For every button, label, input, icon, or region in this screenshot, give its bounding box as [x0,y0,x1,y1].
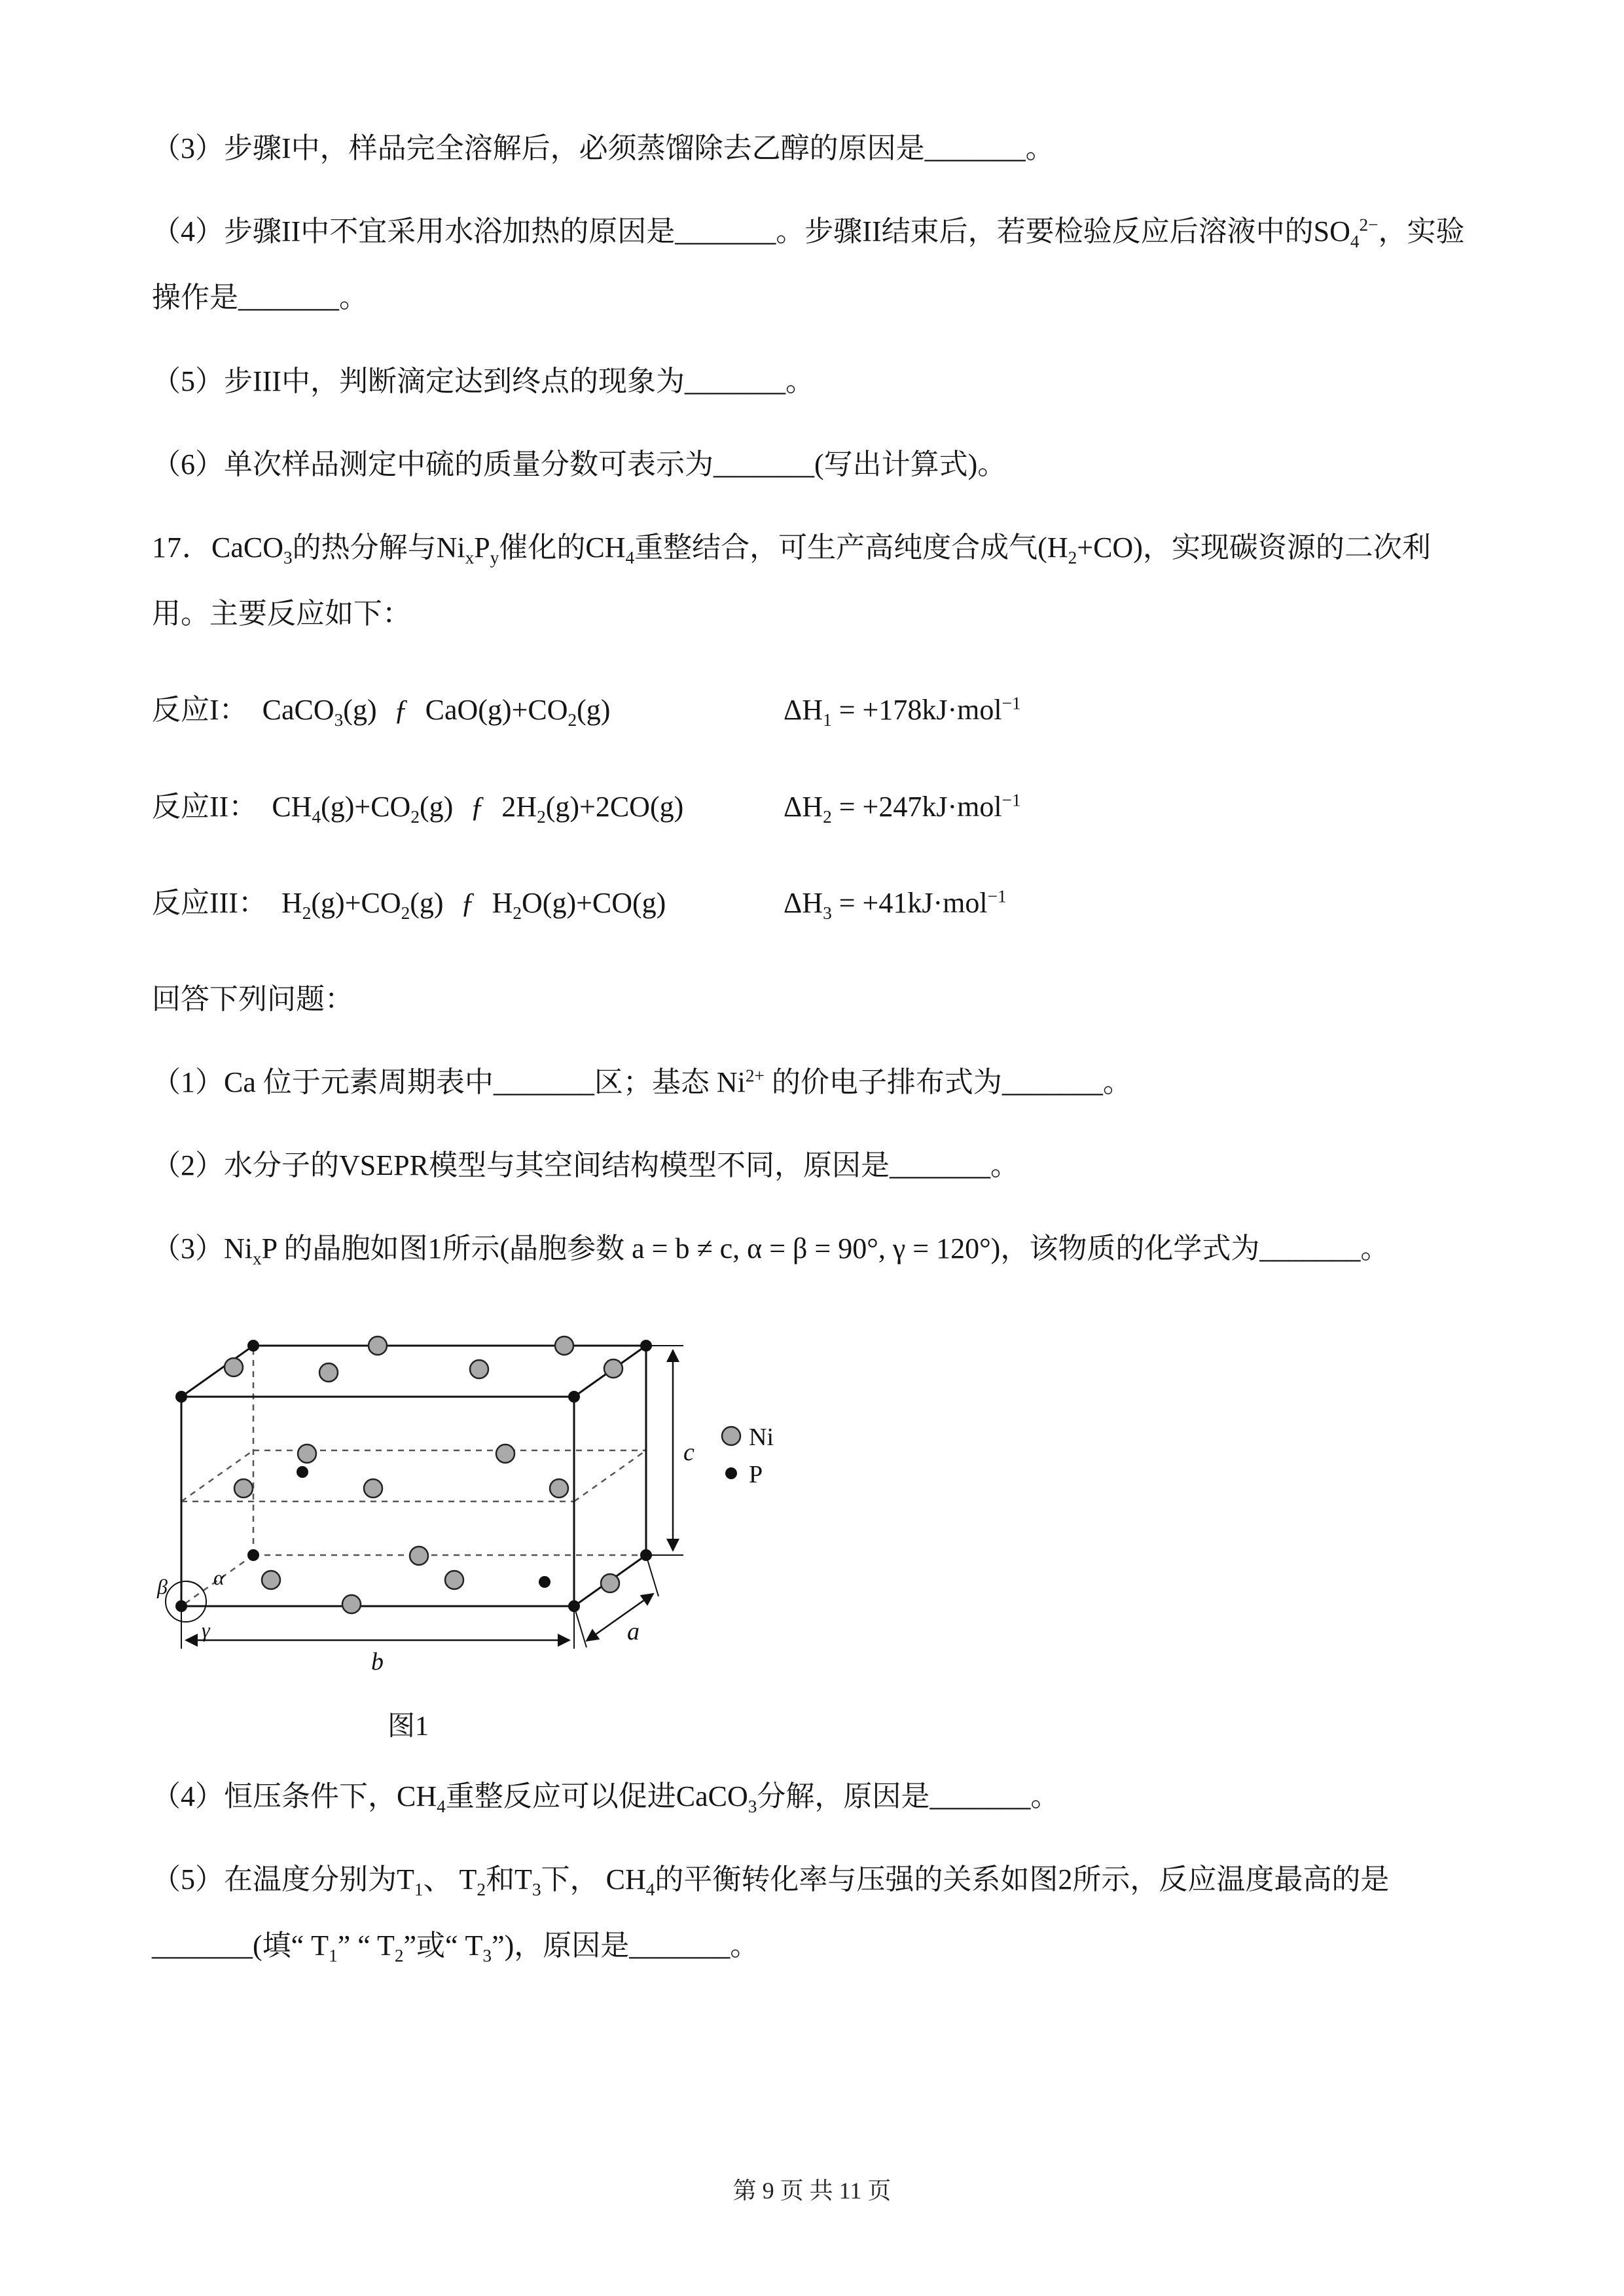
q17-prompt: 回答下列问题： [152,982,353,1015]
p-atom [568,1391,580,1403]
axis-label-b: b [371,1647,384,1676]
p-atom [247,1549,259,1561]
hidden-edges [181,1346,646,1606]
legend-ni-icon [722,1427,740,1445]
ni-atom [555,1336,573,1355]
reaction-row-3 [152,870,1477,936]
p-atom [297,1466,308,1478]
ni-atom [496,1444,514,1463]
q17-sub-5: （5）在温度分别为$T_1$、 $T_2$和$T_3$下， $CH_4$的平衡转化率与压强的关系如图2所示，反应温度最高的是_______(填“ $T_1$” “ $T_2$”或“ $T_3$”)，原因是_______。 [152,1863,1390,1965]
page-content [152,98,1477,1996]
q16-item-3: （3）步骤I中，样品完全溶解后，必须蒸馏除去乙醇的原因是_______。 [152,132,1055,164]
legend-ni-label: Ni [749,1423,774,1451]
q17-sub-1: （1）Ca 位于元素周期表中_______区；基态 $Ni^{2+}$ 的价电子排布式为_______。 [152,1066,1132,1099]
reaction-2-enthalpy: $\Delta H_2 = +247kJ\cdot mol^{-1}$ [784,789,1021,827]
figure-1 [152,1302,1477,1746]
ni-atom [470,1360,488,1378]
reaction-arrow: ƒ [460,886,475,919]
page-footer: 第 9 页 共 11 页 [732,2178,892,2204]
q16-item-5: （5）步III中，判断滴定达到终点的现象为_______。 [152,365,814,397]
q16-item-6: （6）单次样品测定中硫的质量分数可表示为_______(写出计算式)。 [152,448,1007,480]
ni-atom [319,1363,338,1382]
ni-atom [364,1479,382,1498]
reaction-3-equation: 反应III： $H_2(g)+CO_2(g)$ ƒ $H_2O(g)+CO(g)$ [152,886,666,923]
ni-atom [604,1359,623,1378]
dimension-a [574,1555,659,1647]
q17-intro [152,514,1477,647]
angle-marks [156,1566,225,1641]
q16-item-4: （4）步骤II中不宜采用水浴加热的原因是_______。步骤II结束后，若要检验反应后溶液中的$SO_4^{2-}$，实验操作是_______。 [152,215,1465,314]
q17-intro-text: CaCO$_3$的热分解与$Ni_xP_y$催化的$CH_4$重整结合，可生产高纯度合成气$(H_2+CO)$，实现碳资源的二次利用。主要反应如下： [152,531,1431,630]
reaction-1-equation: 反应I： CaCO$_3$(g) ƒ $CaO(g)+CO_2(g)$ [152,694,611,730]
angle-label-beta: β [157,1574,168,1598]
legend-p-label: P [749,1460,763,1488]
ni-atom [262,1571,280,1589]
figure-caption: 图1 [388,1711,429,1742]
reaction-arrow: ƒ [470,790,485,823]
axis-label-c: c [683,1438,695,1466]
p-atom [539,1576,550,1588]
ni-atoms [225,1336,623,1613]
ni-atom [298,1444,316,1463]
q17-sub-4: （4）恒压条件下，$CH_4$重整反应可以促进CaCO$_3$分解，原因是_______。 [152,1780,1060,1816]
reaction-3-enthalpy: $\Delta H_3 = +41kJ\cdot mol^{-1}$ [784,886,1007,923]
reaction-row-1 [152,677,1477,743]
dimension-b [181,1609,574,1676]
reaction-1-enthalpy: $\Delta H_1 = +178kJ\cdot mol^{-1}$ [784,693,1021,730]
ni-atom [342,1595,361,1613]
p-atoms [175,1340,652,1612]
ni-atom [445,1571,463,1589]
q17-sub-3: $(3)Ni_xP$ 的晶胞如图1所示(晶胞参数 a = b ≠ c, α = β = 90°, γ = 120°)，该物质的化学式为_______。 [152,1232,1390,1269]
dimension-c [647,1346,695,1555]
ni-atom [410,1547,428,1565]
p-atom [247,1340,259,1352]
unit-cell-diagram [152,1302,839,1681]
q17-number: 17． [152,531,211,564]
ni-atom [369,1336,387,1355]
reaction-arrow: ƒ [393,694,408,726]
ni-atom [225,1358,243,1376]
cell-edges [181,1346,646,1606]
reaction-row-2 [152,774,1477,840]
figure-legend [722,1424,774,1488]
ni-atom [550,1479,568,1498]
p-atom [175,1600,187,1612]
p-atom [640,1549,652,1561]
q17-sub-2: （2）水分子的VSEPR模型与其空间结构模型不同，原因是_______。 [152,1149,1019,1182]
p-atom [568,1600,580,1612]
p-atom [640,1340,652,1352]
angle-label-gamma: γ [202,1617,210,1641]
axis-label-a: a [627,1617,640,1645]
angle-label-alpha: α [213,1565,225,1589]
ni-atom [601,1574,619,1592]
ni-atom [234,1479,253,1498]
p-atom [175,1391,187,1403]
reaction-2-equation: 反应II： $CH_4(g)+CO_2(g)$ ƒ $2H_2(g)+2CO(g)$ [152,790,684,827]
legend-p-icon [725,1467,737,1479]
